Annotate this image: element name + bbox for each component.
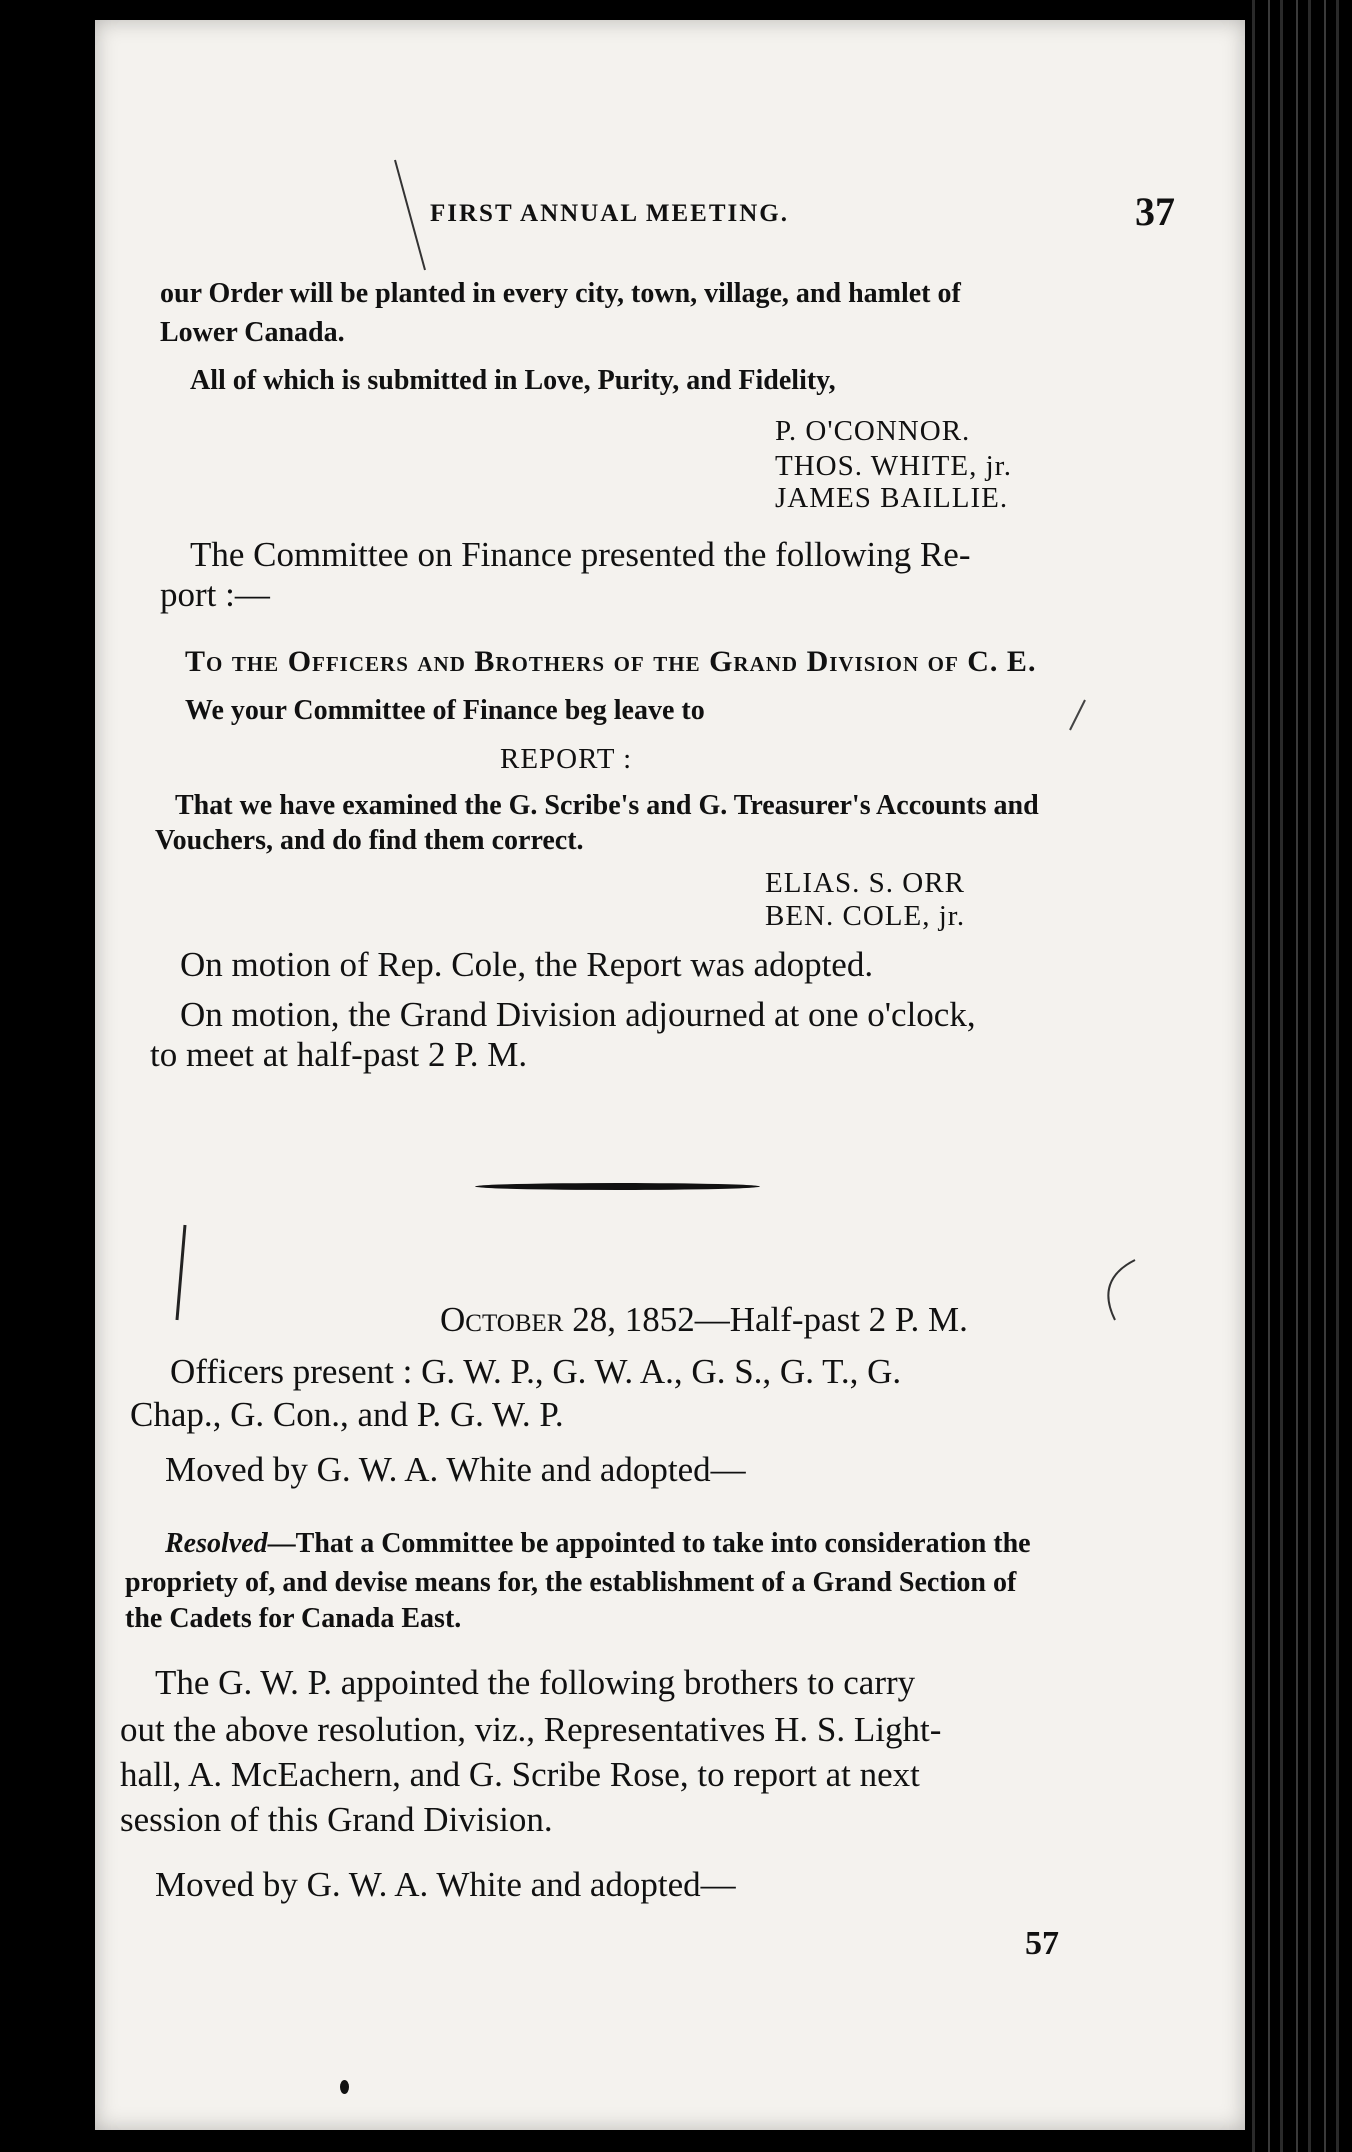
signatory-name: JAMES BAILLIE. (775, 482, 1009, 514)
signatory-name: P. O'CONNOR. (775, 415, 971, 447)
address-line: To the Officers and Brothers of the Grand Division of C. E. (185, 645, 1037, 678)
dateline-time: 28, 1852—Half-past 2 P. M. (572, 1300, 968, 1339)
text-line: Lower Canada. (160, 317, 345, 348)
dateline-month: October (440, 1300, 564, 1339)
resolution-line: the Cadets for Canada East. (125, 1603, 462, 1634)
scan-left-border (0, 0, 95, 2152)
motion-line: to meet at half-past 2 P. M. (150, 1035, 528, 1074)
officers-line: Officers present : G. W. P., G. W. A., G. S., G. T., G. (170, 1352, 902, 1391)
text-line: We your Committee of Finance beg leave to (185, 695, 705, 726)
text-line: Vouchers, and do find them correct. (155, 825, 584, 856)
finance-intro: port :— (160, 575, 270, 614)
signatory-name: ELIAS. S. ORR (765, 867, 965, 899)
resolved-text: —That a Committee be appointed to take into consideration the (267, 1528, 1031, 1559)
signatory-name: THOS. WHITE, jr. (775, 450, 1012, 482)
officers-line: Chap., G. Con., and P. G. W. P. (130, 1395, 564, 1434)
appointment-line: hall, A. McEachern, and G. Scribe Rose, to report at next (120, 1755, 920, 1794)
page-number: 37 (1135, 189, 1175, 234)
motion-line: On motion, the Grand Division adjourned at one o'clock, (180, 995, 976, 1034)
finance-intro: The Committee on Finance presented the following Re- (190, 535, 971, 574)
resolved-label: Resolved (165, 1528, 268, 1559)
motion-line: On motion of Rep. Cole, the Report was adopted. (180, 945, 874, 984)
moved-line: Moved by G. W. A. White and adopted— (155, 1865, 736, 1904)
signatory-name: BEN. COLE, jr. (765, 900, 966, 932)
running-head: FIRST ANNUAL MEETING. (430, 200, 789, 227)
book-binding-edge (1242, 0, 1352, 2152)
moved-line: Moved by G. W. A. White and adopted— (165, 1450, 746, 1489)
signature-mark: 57 (1025, 1925, 1059, 1962)
appointment-line: The G. W. P. appointed the following brothers to carry (155, 1663, 916, 1702)
text-line: That we have examined the G. Scribe's and G. Treasurer's Accounts and (175, 790, 1039, 821)
resolution-line: propriety of, and devise means for, the establishment of a Grand Section of (125, 1567, 1017, 1598)
text-line: our Order will be planted in every city, town, village, and hamlet of (160, 278, 961, 309)
margin-marks (95, 20, 1245, 2130)
report-heading: REPORT : (500, 743, 633, 775)
appointment-line: session of this Grand Division. (120, 1800, 553, 1839)
book-page (95, 20, 1245, 2130)
appointment-line: out the above resolution, viz., Representatives H. S. Light- (120, 1710, 942, 1749)
submission-line: All of which is submitted in Love, Purity, and Fidelity, (190, 365, 836, 396)
